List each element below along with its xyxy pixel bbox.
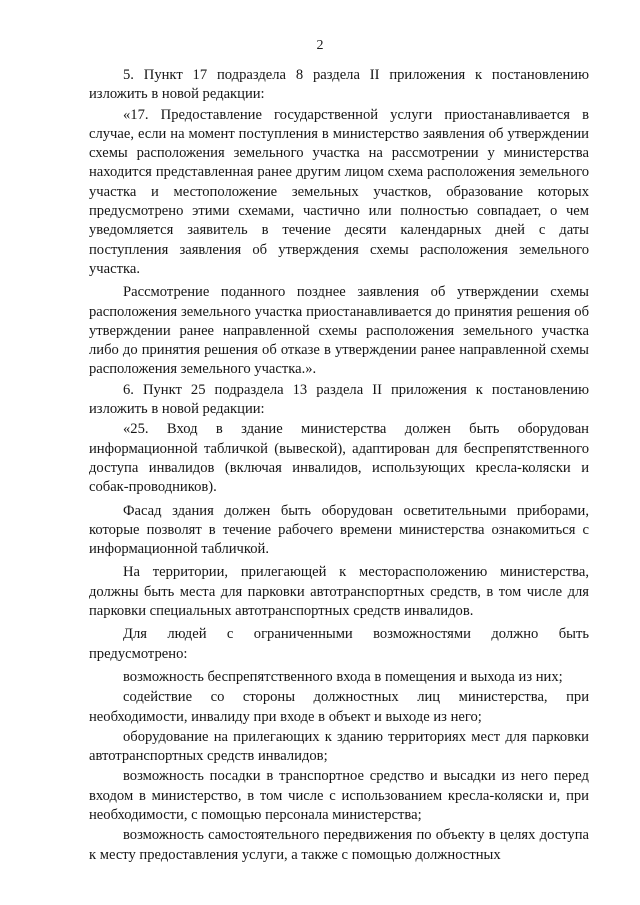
paragraph-review-suspension: Рассмотрение поданного позднее заявления об утверждении схемы расположения земельного участка приостанавливается до принятия решения об утверждении ранее направленной схемы расположения земельного участка либо до принятия решения об отказе в утверждении ранее направленной схемы расположения земельного участка.». [89,284,589,378]
paragraph-parking: На территории, прилегающей к месторасположению министерства, должны быть места для парковки автотранспортных средств, в том числе для парковки специальных автотранспортных средств инвалидов. [89,564,589,620]
paragraph-facade-lighting: Фасад здания должен быть оборудован осветительными приборами, которые позволят в течение рабочего времени министерства ознакомиться с информационной табличкой. [89,502,589,558]
paragraph-list-boarding: возможность посадки в транспортное средство и высадки из него перед входом в министерство, в том числе с использованием кресла-коляски и, при необходимости, с помощью персонала министерства; [89,768,589,823]
paragraph-list-assistance: содействие со стороны должностных лиц министерства, при необходимости, инвалиду при входе в объект и выходе из него; [89,689,589,725]
page-number: 2 [316,38,324,53]
document-body [89,66,589,865]
paragraph-list-parking-spaces: оборудование на прилегающих к зданию территориях мест для парковки автотранспортных средств инвалидов; [89,728,589,765]
paragraph-clause-17: «17. Предоставление государственной услуги приостанавливается в случае, если на момент поступления в министерство заявления об утверждении схемы расположения земельного участка на рассмотрении у министерства находится представленная ранее другим лицом схема расположения земельного участка и местоположение земельных участков, образование которых предусмотрено этими схемами, частично или полностью совпадает, о чем уведомляется заявитель в течение десяти календарных дней с даты поступления заявления об утверждения схемы расположения земельного участка. [89,106,589,277]
paragraph-item-5: 5. Пункт 17 подраздела 8 раздела II приложения к постановлению изложить в новой редакции: [89,67,589,103]
paragraph-list-entry: возможность беспрепятственного входа в помещения и выхода из них; [123,668,563,685]
paragraph-item-6: 6. Пункт 25 подраздела 13 раздела II приложения к постановлению изложить в новой редакции: [89,381,589,418]
paragraph-clause-25: «25. Вход в здание министерства должен быть оборудован информационной табличкой (вывеской), адаптирован для беспрепятственного доступа инвалидов (включая инвалидов, использующих кресла-коляски и собак-проводников). [89,421,589,496]
paragraph-list-movement: возможность самостоятельного передвижения по объекту в целях доступа к месту предоставления услуги, а также с помощью должностных [89,827,589,863]
paragraph-disability-intro: Для людей с ограниченными возможностями должно быть предусмотрено: [89,626,589,662]
